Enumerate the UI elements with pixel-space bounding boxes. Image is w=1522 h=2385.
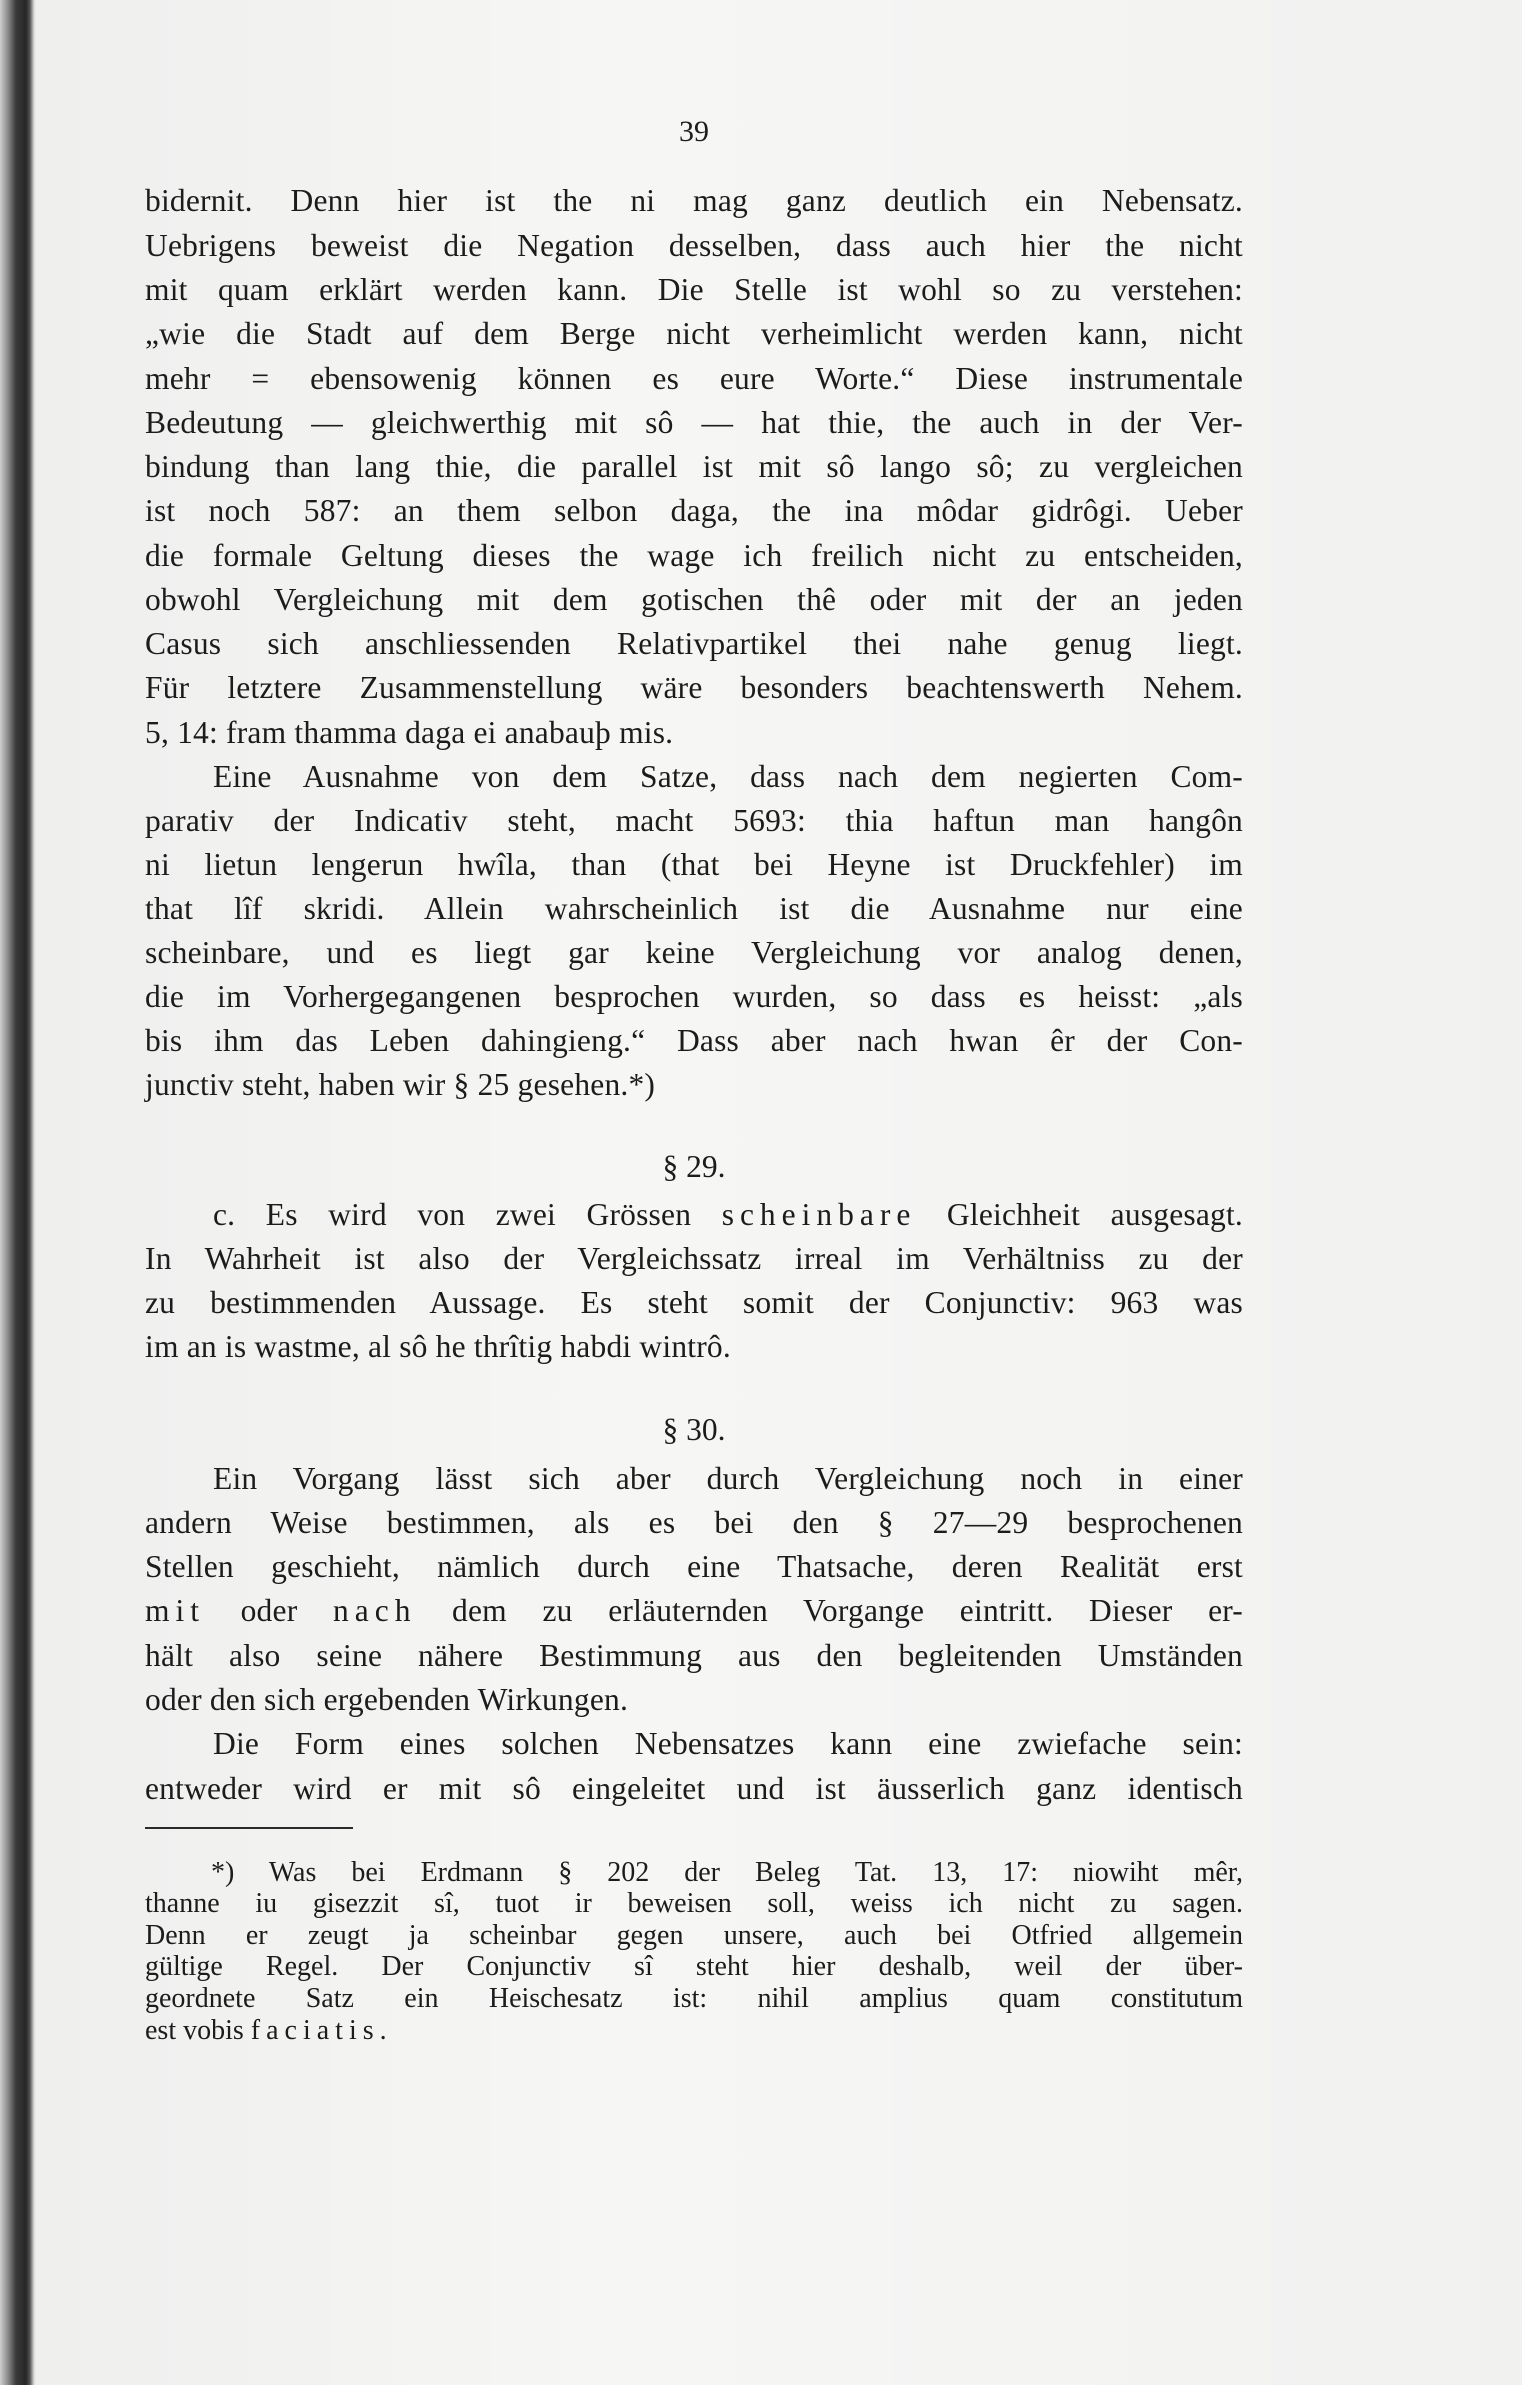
text-line: Die Form eines solchen Nebensatzes kann eine zwiefache sein: (213, 1726, 1243, 1761)
text-line: Ein Vorgang lässt sich aber durch Vergleichung noch in einer (213, 1461, 1243, 1496)
emphasized-text: nach (332, 1593, 417, 1628)
text-line: bindung than lang thie, die parallel ist mit sô lango sô; zu vergleichen (145, 449, 1243, 484)
emphasized-text: mit (145, 1593, 206, 1628)
emphasized-text: scheinbare (721, 1197, 917, 1232)
text-line: „wie die Stadt auf dem Berge nicht verheimlicht werden kann, nicht (145, 316, 1243, 351)
text-line: Uebrigens beweist die Negation desselben, dass auch hier the nicht (145, 228, 1243, 263)
text-line: hält also seine nähere Bestimmung aus den begleitenden Umständen (145, 1638, 1243, 1673)
text-line: Casus sich anschliessenden Relativpartikel thei nahe genug liegt. (145, 626, 1243, 661)
text-line: parativ der Indicativ steht, macht 5693: thia haftun man hangôn (145, 803, 1243, 838)
book-binding-edge (0, 0, 36, 2385)
footnote-line (145, 2015, 1243, 2047)
text-line: die formale Geltung dieses the wage ich freilich nicht zu entscheiden, (145, 538, 1243, 573)
text-line: Eine Ausnahme von dem Satze, dass nach dem negierten Com- (213, 759, 1243, 794)
text-line: mehr = ebensowenig können es eure Worte.“ Diese instrumentale (145, 361, 1243, 396)
page-number: 39 (679, 115, 709, 148)
section-heading: § 29. (662, 1149, 726, 1184)
text-line: die im Vorhergegangenen besprochen wurden, so dass es heisst: „als (145, 979, 1243, 1014)
text-line: bidernit. Denn hier ist the ni mag ganz deutlich ein Nebensatz. (145, 183, 1243, 218)
text-run: oder (205, 1593, 333, 1628)
text-line: zu bestimmenden Aussage. Es steht somit der Conjunctiv: 963 was (145, 1285, 1243, 1320)
text-run: c. Es wird von zwei Grössen (213, 1197, 722, 1232)
text-line: 5, 14: fram thamma daga ei anabauþ mis. (145, 715, 674, 750)
footnote-line: thanne iu gisezzit sî, tuot ir beweisen soll, weiss ich nicht zu sagen. (145, 1888, 1243, 1919)
footnote-line: geordnete Satz ein Heischesatz ist: nihil amplius quam constitutum (145, 1983, 1243, 2014)
footnote-line: Denn er zeugt ja scheinbar gegen unsere, auch bei Otfried allgemein (145, 1920, 1243, 1951)
text-line: obwohl Vergleichung mit dem gotischen thê oder mit der an jeden (145, 582, 1243, 617)
footnote-rule (145, 1827, 353, 1829)
text-run: . (379, 2015, 387, 2046)
text-line: scheinbare, und es liegt gar keine Vergleichung vor analog denen, (145, 935, 1243, 970)
text-line: that lîf skridi. Allein wahrscheinlich ist die Ausnahme nur eine (145, 891, 1243, 926)
text-line (213, 1196, 1243, 1234)
section-heading: § 30. (662, 1412, 726, 1447)
text-line: junctiv steht, haben wir § 25 gesehen.*) (145, 1067, 656, 1102)
text-line: In Wahrheit ist also der Vergleichssatz irreal im Verhältniss zu der (145, 1241, 1243, 1276)
text-line: oder den sich ergebenden Wirkungen. (145, 1682, 629, 1717)
text-line: andern Weise bestimmen, als es bei den § 27—29 besprochenen (145, 1505, 1243, 1540)
text-run: est vobis (145, 2015, 251, 2046)
text-line: bis ihm das Leben dahingieng.“ Dass aber nach hwan êr der Con- (145, 1023, 1243, 1058)
text-line: mit quam erklärt werden kann. Die Stelle ist wohl so zu verstehen: (145, 272, 1243, 307)
text-line: Für letztere Zusammenstellung wäre besonders beachtenswerth Nehem. (145, 670, 1243, 705)
text-run: dem zu erläuternden Vorgange eintritt. Dieser er- (416, 1593, 1243, 1628)
text-line: ist noch 587: an them selbon daga, the ina môdar gidrôgi. Ueber (145, 493, 1243, 528)
text-line: ni lietun lengerun hwîla, than (that bei Heyne ist Druckfehler) im (145, 847, 1243, 882)
footnote-line: *) Was bei Erdmann § 202 der Beleg Tat. 13, 17: niowiht mêr, (211, 1857, 1243, 1888)
text-run: Gleichheit ausgesagt. (916, 1197, 1243, 1232)
footnote-line: gültige Regel. Der Conjunctiv sî steht hier deshalb, weil der über- (145, 1951, 1243, 1982)
text-line: im an is wastme, al sô he thrîtig habdi wintrô. (145, 1329, 731, 1364)
text-line: Stellen geschieht, nämlich durch eine Thatsache, deren Realität erst (145, 1549, 1243, 1584)
text-line: Bedeutung — gleichwerthig mit sô — hat thie, the auch in der Ver- (145, 405, 1243, 440)
text-line: entweder wird er mit sô eingeleitet und ist äusserlich ganz identisch (145, 1771, 1243, 1806)
emphasized-text: faciatis (250, 2015, 380, 2046)
text-line (145, 1592, 1243, 1630)
